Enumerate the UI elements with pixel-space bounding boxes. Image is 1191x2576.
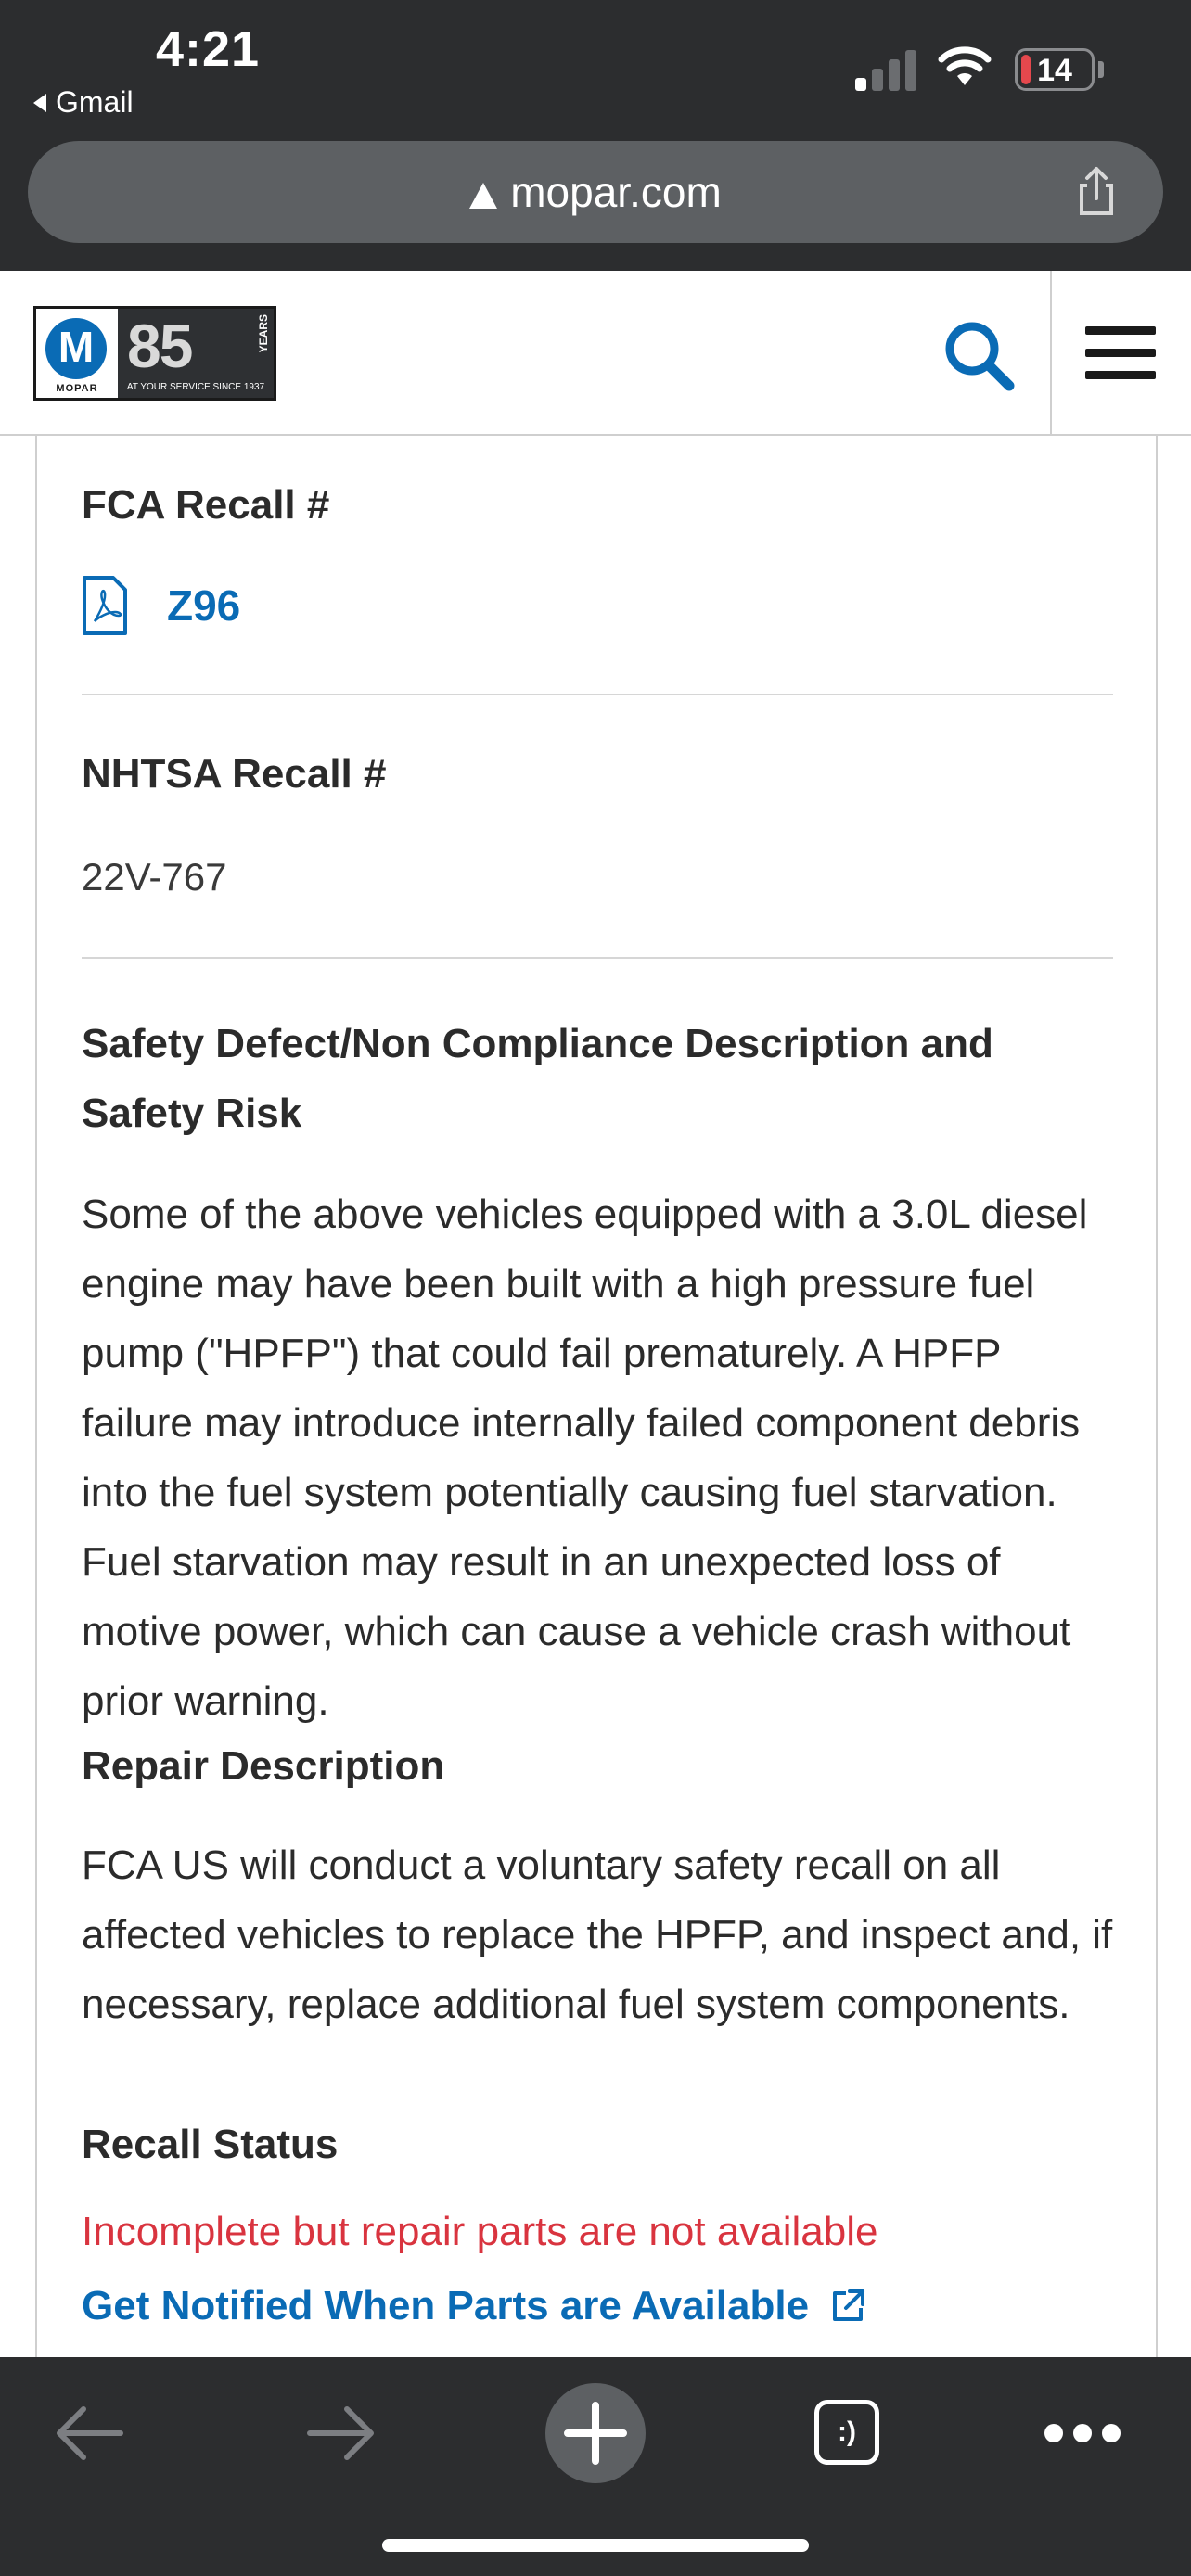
nhtsa-recall-label: NHTSA Recall # <box>82 751 387 797</box>
external-link-icon <box>829 2288 866 2325</box>
back-arrow-icon[interactable] <box>52 2378 126 2489</box>
logo-years-number: 85 <box>127 312 192 380</box>
fca-recall-label: FCA Recall # <box>82 482 330 528</box>
site-header <box>0 271 1191 436</box>
browser-chrome-top <box>0 0 1191 271</box>
back-app-label: Gmail <box>56 85 134 119</box>
hamburger-menu-icon[interactable] <box>1085 326 1156 382</box>
battery-nub <box>1098 61 1104 78</box>
battery-icon <box>1015 48 1095 91</box>
url-text: mopar.com <box>510 168 722 216</box>
nhtsa-recall-number: 22V-767 <box>82 855 227 899</box>
header-divider <box>1050 271 1052 434</box>
home-indicator <box>382 2539 809 2552</box>
repair-label: Repair Description <box>82 1743 445 1789</box>
recall-status-text: Incomplete but repair parts are not available <box>82 2209 878 2254</box>
warning-icon <box>469 183 497 209</box>
mopar-logo[interactable]: M MOPAR 85 YEARS AT YOUR SERVICE SINCE 1937 <box>33 306 276 401</box>
wifi-icon <box>937 45 992 89</box>
battery-percent: 14 <box>1037 53 1072 88</box>
fca-recall-pdf-link[interactable] <box>82 575 240 636</box>
logo-tagline: AT YOUR SERVICE SINCE 1937 <box>126 382 265 392</box>
share-icon[interactable] <box>1069 163 1124 219</box>
recall-details-card <box>35 436 1158 2357</box>
repair-description: FCA US will conduct a voluntary safety recall on all affected vehicles to replace the HPFP, and inspect and, if necessary, replace additional fuel system components. <box>82 1843 1113 2027</box>
status-time: 4:21 <box>156 21 261 77</box>
fca-recall-number: Z96 <box>167 581 241 630</box>
defect-description: Some of the above vehicles equipped with a 3.0L diesel engine may have been built with a high pressure fuel pump ("HPFP") that could fail prematurely. A HPFP failure may introduce internally failed component debris into the fuel system potentially causing fuel starvation. Fuel starvation may result in an unexpected loss of motive power, which can cause a vehicle crash without prior warning. <box>82 1192 1088 1724</box>
divider <box>82 957 1113 959</box>
defect-label: Safety Defect/Non Compliance Description and Safety Risk <box>82 1021 993 1136</box>
cellular-signal-icon <box>855 48 918 91</box>
get-notified-label: Get Notified When Parts are Available <box>82 2283 810 2328</box>
back-to-app-button[interactable] <box>33 85 134 120</box>
new-tab-plus-icon[interactable] <box>544 2378 647 2489</box>
pdf-icon <box>82 575 128 636</box>
back-triangle-icon <box>33 94 46 112</box>
browser-toolbar <box>0 2357 1191 2576</box>
forward-arrow-icon[interactable] <box>304 2378 378 2489</box>
tabs-icon: :) <box>814 2400 879 2465</box>
tabs-button[interactable] <box>813 2378 883 2489</box>
address-bar[interactable] <box>28 141 1163 243</box>
more-options-icon[interactable] <box>1043 2378 1122 2489</box>
search-icon[interactable] <box>939 315 1018 395</box>
get-notified-link[interactable] <box>82 2283 866 2329</box>
recall-status-label: Recall Status <box>82 2122 339 2167</box>
divider <box>82 694 1113 695</box>
